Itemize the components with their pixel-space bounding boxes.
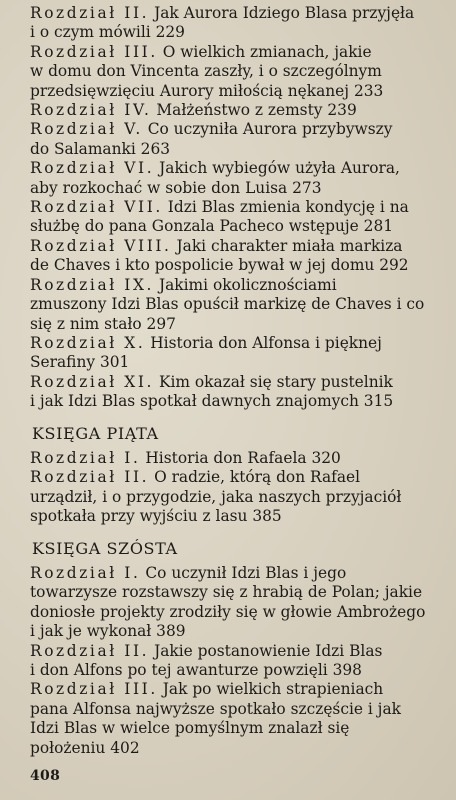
toc-entry-line bbox=[30, 23, 450, 42]
chapter-label: Rozdział IX. bbox=[30, 275, 155, 294]
chapter-title-text: do Salamanki 263 bbox=[30, 139, 171, 158]
toc-entry-line bbox=[30, 237, 450, 256]
chapter-title-text: O radzie, którą don Rafael bbox=[154, 468, 361, 487]
chapter-title-text: Małżeństwo z zemsty 239 bbox=[156, 101, 357, 120]
chapter-title-text: i o czym mówili 229 bbox=[30, 23, 185, 42]
toc-entry-line bbox=[30, 719, 450, 738]
toc-entry bbox=[30, 373, 450, 412]
chapter-title-text: Idzi Blas w wielce pomyślnym znalazł się bbox=[30, 719, 350, 738]
toc-entry-line bbox=[30, 140, 450, 159]
toc-entry-line bbox=[30, 700, 450, 719]
toc-entry-line bbox=[30, 564, 450, 583]
chapter-title-text: urządził, i o przygodzie, jaka naszych przyjaciół bbox=[30, 487, 402, 506]
chapter-title-text: Serafiny 301 bbox=[30, 353, 130, 372]
chapter-title-text: towarzysze rozstawszy się z hrabią de Polan; jakie bbox=[30, 583, 423, 602]
toc-entry-line bbox=[30, 739, 450, 758]
table-of-contents bbox=[30, 4, 450, 758]
chapter-label: Rozdział VII. bbox=[30, 198, 163, 217]
toc-entry-line bbox=[30, 373, 450, 392]
toc-entry-line bbox=[30, 120, 450, 139]
chapter-title-text: i jak je wykonał 389 bbox=[30, 622, 186, 641]
book-heading: KSIĘGA PIĄTA bbox=[32, 423, 159, 443]
toc-entry-line bbox=[30, 256, 450, 275]
chapter-label: Rozdział VI. bbox=[30, 159, 155, 178]
chapter-title-text: pana Alfonsa najwyższe spotkało szczęście i jak bbox=[30, 699, 401, 718]
toc-entry-line bbox=[30, 661, 450, 680]
toc-entry bbox=[30, 120, 450, 159]
chapter-label: Rozdział IV. bbox=[30, 101, 152, 120]
toc-entry-line bbox=[30, 315, 450, 334]
chapter-title-text: doniosłe projekty zrodziły się w głowie Ambrożego bbox=[30, 602, 426, 621]
toc-entry-line bbox=[30, 488, 450, 507]
chapter-title-text: przedsięwzięciu Aurory miłością nękanej 233 bbox=[30, 81, 384, 100]
chapter-title-text: Jakie postanowienie Idzi Blas bbox=[154, 641, 383, 660]
chapter-title-text: się z nim stało 297 bbox=[30, 314, 176, 333]
chapter-title-text: Kim okazał się stary pustelnik bbox=[158, 372, 393, 391]
chapter-label: Rozdział VIII. bbox=[30, 236, 172, 255]
toc-entry bbox=[30, 449, 450, 468]
page-number: 408 bbox=[30, 768, 61, 784]
toc-entry bbox=[30, 237, 450, 276]
toc-entry-line bbox=[30, 159, 450, 178]
toc-entry-line bbox=[30, 217, 450, 236]
chapter-title-text: spotkała przy wyjściu z lasu 385 bbox=[30, 507, 282, 526]
toc-entry bbox=[30, 564, 450, 642]
toc-entry-line bbox=[30, 276, 450, 295]
toc-entry-line bbox=[30, 198, 450, 217]
toc-entry bbox=[30, 642, 450, 681]
toc-entry bbox=[30, 159, 450, 198]
toc-entry-line bbox=[30, 507, 450, 526]
toc-entry-line bbox=[30, 353, 450, 372]
chapter-title-text: aby rozkochać w sobie don Luisa 273 bbox=[30, 178, 322, 197]
chapter-title-text: Jakimi okolicznościami bbox=[158, 275, 337, 294]
toc-entry-line bbox=[30, 334, 450, 353]
chapter-title-text: Jak Aurora Idziego Blasa przyjęła bbox=[154, 4, 415, 22]
chapter-label: Rozdział I. bbox=[30, 448, 141, 467]
chapter-title-text: Co uczynił Idzi Blas i jego bbox=[145, 563, 347, 582]
toc-entry bbox=[30, 468, 450, 526]
chapter-title-text: zmuszony Idzi Blas opuścił markizę de Chaves i co bbox=[30, 295, 425, 314]
toc-entry bbox=[30, 4, 450, 43]
toc-entry-line bbox=[30, 62, 450, 81]
chapter-label: Rozdział II. bbox=[30, 641, 150, 660]
toc-entry-line bbox=[30, 101, 450, 120]
toc-entry-line bbox=[30, 468, 450, 487]
toc-entry-line bbox=[30, 43, 450, 62]
toc-entry bbox=[30, 276, 450, 334]
chapter-title-text: Co uczyniła Aurora przybywszy bbox=[147, 120, 393, 139]
chapter-label: Rozdział II. bbox=[30, 4, 150, 22]
toc-entry bbox=[30, 680, 450, 758]
chapter-title-text: Jakich wybiegów użyła Aurora, bbox=[159, 159, 400, 178]
chapter-title-text: w domu don Vincenta zaszły, i o szczególnym bbox=[30, 62, 382, 81]
toc-entry-line bbox=[30, 622, 450, 641]
chapter-label: Rozdział I. bbox=[30, 563, 141, 582]
toc-entry-line bbox=[30, 449, 450, 468]
chapter-label: Rozdział III. bbox=[30, 42, 158, 61]
chapter-title-text: de Chaves i kto pospolicie bywał w jej domu 292 bbox=[30, 256, 409, 275]
toc-entry-line bbox=[30, 4, 450, 23]
chapter-label: Rozdział V. bbox=[30, 120, 143, 139]
toc-entry bbox=[30, 198, 450, 237]
toc-entry-line bbox=[30, 295, 450, 314]
toc-entry bbox=[30, 43, 450, 101]
chapter-title-text: i don Alfons po tej awanturze powzięli 398 bbox=[30, 661, 362, 679]
chapter-title-text: służbę do pana Gonzala Pacheco wstępuje 281 bbox=[30, 217, 394, 236]
toc-entry-line bbox=[30, 642, 450, 661]
chapter-label: Rozdział III. bbox=[30, 680, 158, 699]
chapter-title-text: Jaki charakter miała markiza bbox=[176, 236, 403, 255]
toc-entry-line bbox=[30, 179, 450, 198]
chapter-title-text: Historia don Rafaela 320 bbox=[145, 448, 341, 467]
chapter-label: Rozdział XI. bbox=[30, 372, 155, 391]
chapter-title-text: O wielkich zmianach, jakie bbox=[162, 42, 372, 61]
book-heading: KSIĘGA SZÓSTA bbox=[32, 538, 178, 558]
chapter-title-text: i jak Idzi Blas spotkał dawnych znajomych 315 bbox=[30, 392, 394, 411]
toc-entry-line bbox=[30, 680, 450, 699]
toc-entry-line bbox=[30, 583, 450, 602]
chapter-label: Rozdział X. bbox=[30, 333, 146, 352]
toc-entry-line bbox=[30, 392, 450, 411]
chapter-title-text: Historia don Alfonsa i pięknej bbox=[150, 333, 382, 352]
toc-entry bbox=[30, 101, 450, 120]
toc-entry-line bbox=[30, 603, 450, 622]
chapter-title-text: Jak po wielkich strapieniach bbox=[162, 680, 384, 699]
chapter-title-text: Idzi Blas zmienia kondycję i na bbox=[167, 198, 409, 217]
chapter-title-text: położeniu 402 bbox=[30, 738, 140, 757]
toc-entry-line bbox=[30, 82, 450, 101]
chapter-label: Rozdział II. bbox=[30, 468, 150, 487]
toc-entry bbox=[30, 334, 450, 373]
